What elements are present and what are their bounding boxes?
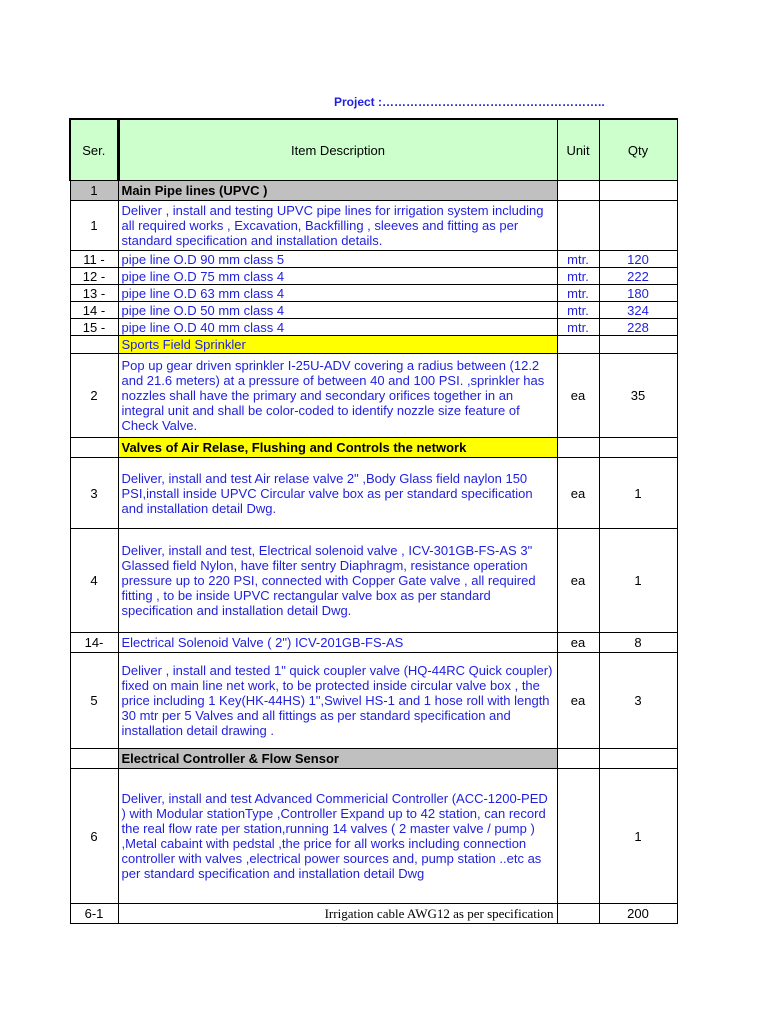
header-unit: Unit [557, 119, 599, 181]
table-header-row [70, 119, 677, 181]
table-row [70, 458, 677, 529]
row-unit [557, 769, 599, 904]
row-qty: 180 [599, 285, 677, 302]
table-row [70, 319, 677, 336]
row-unit: ea [557, 354, 599, 438]
row-unit [557, 904, 599, 924]
table-row [70, 302, 677, 319]
row-unit: mtr. [557, 302, 599, 319]
row-qty: 222 [599, 268, 677, 285]
header-item-description: Item Description [118, 119, 557, 181]
section-row [70, 181, 677, 201]
empty-cell [70, 438, 118, 458]
empty-cell [557, 749, 599, 769]
row-unit: ea [557, 458, 599, 529]
empty-cell [70, 336, 118, 354]
section-title: Main Pipe lines (UPVC ) [118, 181, 557, 201]
row-unit: mtr. [557, 285, 599, 302]
empty-cell [599, 749, 677, 769]
row-qty: 120 [599, 251, 677, 268]
row-qty: 35 [599, 354, 677, 438]
row-unit: mtr. [557, 268, 599, 285]
row-ser: 1 [70, 201, 118, 251]
row-description: pipe line O.D 40 mm class 4 [118, 319, 557, 336]
table-row [70, 653, 677, 749]
row-description: pipe line O.D 90 mm class 5 [118, 251, 557, 268]
empty-cell [557, 181, 599, 201]
section-ser: 1 [70, 181, 118, 201]
row-description: Irrigation cable AWG12 as per specification [118, 904, 557, 924]
row-description: Deliver, install and test Advanced Commericial Controller (ACC-1200-PED ) with Modular stationType ,Controller Expand up to 42 station, can record the real flow rate per station,running 14 valves ( 2 master valve / pump ) ,Metal cabaint with pedstal ,the price for all works including connection controller with valves ,electrical power sources and, pump station ..etc as per standard specification and installation detail Dwg [118, 769, 557, 904]
row-description: Electrical Solenoid Valve ( 2") ICV-201GB-FS-AS [118, 633, 557, 653]
empty-cell [557, 336, 599, 354]
row-description: pipe line O.D 75 mm class 4 [118, 268, 557, 285]
empty-cell [70, 749, 118, 769]
table-row [70, 285, 677, 302]
empty-cell [599, 438, 677, 458]
row-description: pipe line O.D 50 mm class 4 [118, 302, 557, 319]
row-description: Deliver, install and test Air relase valve 2" ,Body Glass field naylon 150 PSI,install inside UPVC Circular valve box as per standard specification and installation detail Dwg. [118, 458, 557, 529]
row-qty: 8 [599, 633, 677, 653]
section-title: Electrical Controller & Flow Sensor [118, 749, 557, 769]
row-qty: 200 [599, 904, 677, 924]
row-qty: 324 [599, 302, 677, 319]
row-ser: 6-1 [70, 904, 118, 924]
section-title: Valves of Air Relase, Flushing and Controls the network [118, 438, 557, 458]
row-description: Deliver , install and testing UPVC pipe lines for irrigation system including all required works , Excavation, Backfilling , sleeves and fitting as per standard specification and installation details. [118, 201, 557, 251]
row-ser: 14- [70, 633, 118, 653]
row-description: pipe line O.D 63 mm class 4 [118, 285, 557, 302]
row-ser: 6 [70, 769, 118, 904]
row-qty: 1 [599, 458, 677, 529]
row-unit: mtr. [557, 319, 599, 336]
row-qty: 1 [599, 769, 677, 904]
row-unit: ea [557, 529, 599, 633]
row-unit: ea [557, 633, 599, 653]
header-ser: Ser. [70, 119, 118, 181]
header-qty: Qty [599, 119, 677, 181]
empty-cell [599, 336, 677, 354]
section-title: Sports Field Sprinkler [118, 336, 557, 354]
empty-cell [557, 438, 599, 458]
empty-cell [557, 201, 599, 251]
row-ser: 12 - [70, 268, 118, 285]
empty-cell [599, 201, 677, 251]
table-row [70, 633, 677, 653]
row-ser: 5 [70, 653, 118, 749]
row-description: Pop up gear driven sprinkler I-25U-ADV covering a radius between (12.2 and 21.6 meters) at a pressure of between 40 and 100 PSI. ,sprinkler has nozzles shall have the primary and secondary orifices together in an integral unit and shall be color-coded to identify nozzle size feature of Check Valve. [118, 354, 557, 438]
row-ser: 11 - [70, 251, 118, 268]
row-unit: mtr. [557, 251, 599, 268]
table-row [70, 354, 677, 438]
row-ser: 14 - [70, 302, 118, 319]
row-unit: ea [557, 653, 599, 749]
table-row [70, 251, 677, 268]
row-description: Deliver , install and tested 1" quick coupler valve (HQ-44RC Quick coupler) fixed on main line net work, to be protected inside circular valve box , the price including 1 Key(HK-44HS) 1",Swivel HS-1 and 1 hose roll with length 30 mtr per 5 Valves and all fittings as per standard specification and installation detail drawing . [118, 653, 557, 749]
section-row [70, 438, 677, 458]
table-row [70, 529, 677, 633]
section-row [70, 336, 677, 354]
table-row [70, 201, 677, 251]
row-description: Deliver, install and test, Electrical solenoid valve , ICV-301GB-FS-AS 3" Glassed field Nylon, have filter sentry Diaphragm, resistance operation pressure up to 220 PSI, connected with Copper Gate valve , all required fitting , to be inside UPVC rectangular valve box as per standard specification and installation detail Dwg. [118, 529, 557, 633]
row-qty: 3 [599, 653, 677, 749]
section-row [70, 749, 677, 769]
project-label: Project :……………………………………………….. [334, 95, 605, 109]
row-ser: 13 - [70, 285, 118, 302]
bill-of-quantities-table [69, 118, 678, 924]
table-row [70, 904, 677, 924]
row-qty: 228 [599, 319, 677, 336]
row-ser: 2 [70, 354, 118, 438]
row-ser: 3 [70, 458, 118, 529]
row-ser: 15 - [70, 319, 118, 336]
row-qty: 1 [599, 529, 677, 633]
table-row [70, 769, 677, 904]
table-row [70, 268, 677, 285]
row-ser: 4 [70, 529, 118, 633]
empty-cell [599, 181, 677, 201]
